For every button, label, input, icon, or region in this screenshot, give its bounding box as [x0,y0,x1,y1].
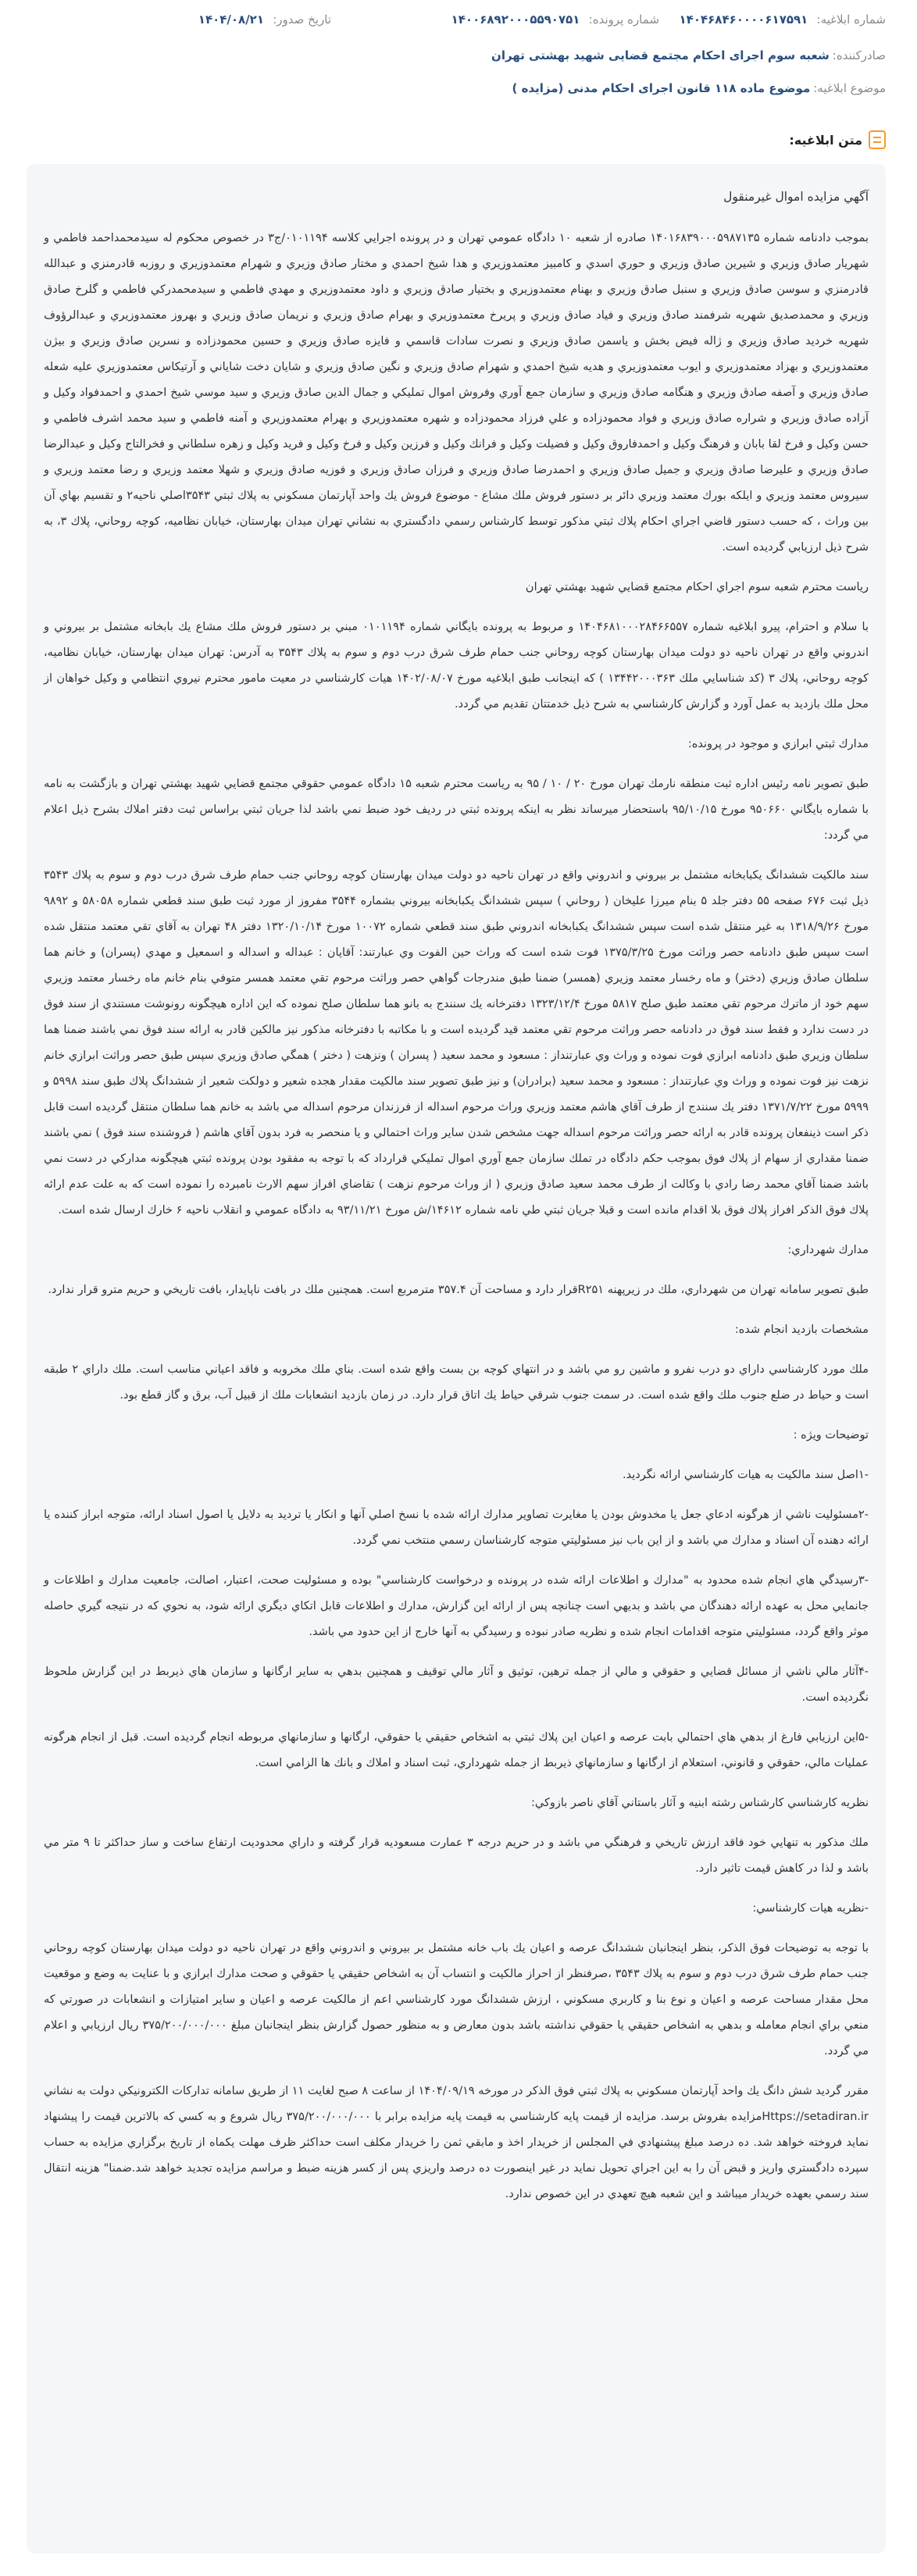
issue-date [97,12,331,27]
notice-meta-row [27,0,886,39]
paragraph-heritage-opinion: ملك مذكور به تنهايي خود فاقد ارزش تاريخي و فرهنگي مي باشد و در حريم درجه ۳ عمارت مسعوديه قرار گرفته و داراي محدوديت ارتفاع ساخت و ساز حداكثر تا ۹ متر مي باشد و لذا در كاهش قيمت تاثير دارد. [44,1837,869,1875]
paragraph-registry-letter: طبق تصوير نامه رئيس اداره ثبت منطقه نارمك تهران مورخ ۲۰ / ۱۰ / ۹۵ به رياست محترم شعبه ۱۵ دادگاه عمومي حقوقي مجتمع قضايي شهيد بهشتي تهران و بازگشت به نامه با شماره بايگاني ۹۵۰۶۶۰ مورخ ۹۵/۱۰/۱۵ باستحضار ميرساند نظر به اينكه پرونده ثبتي در رديف خود ضبط نمي باشد لذا جريان ثبتي براساس ثبت دفتر املاك بشرح ذيل اعلام مي گردد: [44,778,869,842]
notice-text-box [27,164,886,2553]
issuer-value: شعبه سوم اجرای احکام مجتمع قضایی شهید بهشتی تهران [491,48,830,62]
paragraph-greeting: با سلام و احترام، پيرو ابلاغيه شماره ۱۴۰۴۶۸۱۰۰۰۲۸۴۶۶۵۵۷ و مربوط به پرونده بايگاني شماره ۰۱۰۱۱۹۴ مبني بر دستور فروش ملك مشاع يك بابخانه مشتمل بر بيروني و اندروني واقع در تهران ناحيه دو دولت ميدان بهارستان كوچه روحاني جنب حمام طرف شرق درب دوم و سوم به پلاك ۳۵۴۳ به آدرس: تهران ميدان بهارستان، خيابان نظاميه، كوچه روحاني، پلاك ۳ (كد شناسايي ملك ۱۳۴۴۲۰۰۰۳۶۳ ) كه اينجانب طبق ابلاغيه مورخ ۱۴۰۲/۰۸/۰۷ هيات كارشناسي در معيت مامور محترم نيروي انتظامي و وكيل خواهان از محل ملك بازديد به عمل آورد و گزارش كارشناسي به شرح ذيل خدمتتان تقديم مي گردد. [44,621,869,711]
paragraph-addressee: رياست محترم شعبه سوم اجراي احكام مجتمع قضايي شهيد بهشتي تهران [525,581,869,593]
heading-heritage-expert: نظريه كارشناسي كارشناس رشته ابنيه و آثار باستاني آقاي ناصر بازوكي: [530,1797,869,1809]
paragraph-valuation: با توجه به توضيحات فوق الذكر، بنظر اينجانبان ششدانگ عرصه و اعيان يك باب خانه مشتمل بر بيروني و اندروني واقع در تهران ناحيه دو دولت ميدان بهارستان كوچه روحاني جنب حمام طرف شرق درب دوم و سوم به پلاك ۳۵۴۳ ،صرفنظر از احراز مالكيت و انتساب آن به اشخاص حقيقي يا حقوقي و صحت مدارك ابرازي و با عنايت به وضع و موقعيت محل مقدار مساحت عرصه و اعيان و نوع بنا و كاربري مسكوني ، ارزش ششدانگ مورد كارشناسي اعم از مالكيت عرصه و اعيان و ساير امتيازات و انشعابات در صورتي كه منعي براي انجام معامله و بدهي به اشخاص حقيقي يا حقوقي نداشته باشد بدون معارض و به منظور حصول گزارش بنظر اينجانبان مبلغ ۳۷۵/۲۰۰/۰۰۰/۰۰۰ ريال ارزيابي و اعلام مي گردد. [44,1942,869,2058]
subject-label: موضوع ابلاغیه: [813,81,886,95]
issuer-row [27,39,886,72]
document-icon [869,130,886,149]
paragraph-ownership-history: سند مالكيت ششدانگ يكبابخانه مشتمل بر بيروني و اندروني واقع در تهران ناحيه دو دولت ميدان بهارستان كوچه روحاني جنب حمام طرف شرق درب دوم و سوم به پلاك ۳۵۴۳ ذيل ثبت ۶۷۶ صفحه ۵۵ دفتر جلد ۵ بنام ميرزا عليخان ( روحاني ) سپس ششدانگ يكبابخانه بيروني بشماره ۳۵۴۴ مفروز از مورد ثبت طبق سند قطعي شماره ۵۸۰۵۸ و ۹۸۹۲ مورخ ۱۳۱۸/۹/۲۶ به غير منتقل شده است سپس ششدانگ يكبابخانه اندروني طبق سند قطعي شماره ۱۰۰۷۲ مورخ ۱۳۲۰/۱۰/۱۴ دفتر ۴۸ تهران به آقاي تقي معتمد منتقل شده است سپس طبق دادنامه حصر وراثت مورخ ۱۳۷۵/۳/۲۵ فوت شده است كه وراث حين الفوت وي عبارتند: آقايان : عبداله و اسداله و اسمعيل و مهدي (پسران) و خانم هما سلطان صادق وزيري (دختر) و ماه رخسار معتمد وزيري (همسر) ضمنا طبق مندرجات گواهي حصر وراثت مرحوم تقي معتمد همسر متوفي بنام خانم ماه رخسار معتمد وزيري سهم خود از ماترك مرحوم تقي معتمد طبق صلح ۵۸۱۷ مورخ ۱۳۲۳/۱۲/۴ دفترخانه يك سنندج به بانو هما سلطان صلح نموده كه اين اداره هيچگونه رونوشت مستندي از سند فوق در دست ندارد و فقط سند فوق در دادنامه حصر وراثت مرحوم تقي معتمد قيد گرديده است و با مكاتبه با دفترخانه مذكور نيز مالكين قادر به ارائه سند فوق نمي باشند ضمنا هما سلطان وزيري طبق دادنامه ابرازي فوت نموده و وراث وي عبارتنداز : مسعود و محمد سعيد ( پسران ) ونزهت ( دختر ) همگي صادق وزيري سپس طبق حصر وراثت ابرازي خانم نزهت نيز فوت نموده و وراث وي عبارتنداز : مسعود و محمد سعيد (برادران) و نيز طبق تصوير سند مالكيت مقدار هجده شعير و دولكت شعير از ششدانگ پلاك طبق سند ۵۹۹۸ و ۵۹۹۹ مورخ ۱۳۷۱/۷/۲۲ دفتر يك سنندج از طرف آقاي هاشم معتمد وزيري وراث مرحوم اسداله از فرزندان مرحوم اسداله مي باشد به خانم هما سلطان منتقل گرديده است قابل ذكر است ذينفعان پرونده قادر به ارائه حصر وراثت مرحوم اسداله جهت مشخص شدن ساير وراث احتمالي و يا منحصر به فرد بدون آقاي هاشم ( فروشنده سند فوق ) نمي باشند ضمنا مقداري از سهام از پلاك فوق بموجب حكم دادگاه در تملك سازمان جمع آوري اموال تمليكي قرارداد كه با توجه به مفقود بودن پرونده ثبتي هيچگونه مداركي در دست نمي باشد ضمنا آقاي محمد رضا رادي با وكالت از طرف محمد سعيد صادق وزيري ( از وراث مرحوم نزهت ) تقاضاي افراز سهم الارث نامبرده را نموده است كه به علت عدم ارائه پلاك فوق الذكر افراز پلاك فوق بلا اقدام مانده است و قبلا جريان ثبتي طي نامه شماره ۱۴۶۱۲/ش مورخ ۹۳/۱۱/۲۱ به دادگاه عمومي و انقلاب ناحيه ۶ خارك ارسال شده است. [44,869,869,1217]
issue-date-label: تاریخ صدور: [273,12,331,27]
auction-title: آگهي مزايده اموال غيرمنقول [723,190,869,204]
heading-registry-docs: مدارك ثبتي ابرازي و موجود در پرونده: [687,738,869,750]
notice-number-label: شماره ابلاغیه: [816,12,886,27]
paragraph-inspection: ملك مورد كارشناسي داراي دو درب نفرو و ماشين رو مي باشد و در انتهاي كوچه بن بست واقع شده است. بناي ملك مخروبه و فاقد اعياني مناسب است. ملك داراي ۲ طبقه است و حياط در ضلع جنوب ملك واقع شده است. در سمت جنوب شرقي حياط يك اتاق قرار دارد. در زمان بازديد انشعابات ملك از قبيل آب، برق و گاز قطع بود. [44,1363,869,1402]
notice-text-heading [27,126,886,153]
file-number-label: شماره پرونده: [588,12,659,27]
notice-number [659,12,886,27]
subject-row [27,72,886,105]
notice-text-title: متن ابلاغیه: [789,132,862,148]
file-number [331,12,659,27]
paragraph-auction-terms: مقرر گرديد شش دانگ يك واحد آپارتمان مسكوني به پلاك ثبتي فوق الذكر در مورخه ۱۴۰۴/۰۹/۱۹ از ساعت ۸ صبح لغايت ۱۱ از طريق سامانه تداركات الكترونيكي دولت به نشاني Https://setadiran.irمزايده بفروش برسد. مزايده از قيمت پايه كارشناسي به قيمت پايه مزايده برابر با ۳۷۵/۲۰۰/۰۰۰/۰۰۰ ريال شروع و به كسي كه بالاترين قيمت را پيشنهاد نمايد فروخته خواهد شد. ده درصد مبلغ پيشنهادي في المجلس از خريدار اخذ و مابقي ثمن را خريدار مكلف است حداكثر ظرف مهلت يكماه از تاريخ برگزاري مزايده به حساب سپرده دادگستري واريز و قبض آن را به اين اجراي تحويل نمايد در غير اينصورت ده درصد واريزي پس از كسر هزينه ضبط و مراسم مزايده تجديد خواهد شد.ضمنا" هزينه انتقال سند رسمي بعهده خريدار ميباشد و اين شعبه هيچ تعهدي در اين خصوص ندارد. [44,2085,869,2200]
paragraph-verdict: بموجب دادنامه شماره ۱۴۰۱۶۸۳۹۰۰۰۵۹۸۷۱۳۵ صادره از شعبه ۱۰ دادگاه عمومي تهران و در پرونده اجرايي كلاسه ۰۱۰۱۱۹۴/ج۳ در خصوص محكوم له سيدمحمداحمد فاطمي و شهريار صادق وزيري و شيرين صادق وزيري و حوري اسدي و كامبيز معتمدوزيري و هدا شيخ احمدي و مختار صادق وزيري و شهرام معتمدوزيري و روزبه قادرمنزي و عبدالله قادرمنزي و سوسن صادق وزيري و سنبل صادق وزيري و بهنام معتمدوزيري و بختيار صادق وزيري و داود معتمدوزيري و مهدي فاطمي و سيدمحمدركي فاطمي و گلرخ صادق وزيري و محمدصديق شهريه شرفمند صادق وزيري و فياد صادق وزيري و پريرخ معتمدوزيري و بهرام صادق وزيري و نريمان صادق وزيري و بهروز معتمدوزيري و عبدالرؤوف شهريه خرديد صادق وزيري و ژاله فيض بخش و ياسمن صادق وزيري و نصرت سادات قاسمي و فايزه صادق وزيري و حسين محمودزاده و نسرين صادق وزيري و بيژن معتمدوزيري و بهزاد معتمدوزيري و ايوب معتمدوزيري و هديه شيخ احمدي و شهرام صادق وزيري و نگين صادق وزيري و شايان دخت شاياني و آرتيكاس معتمدوزيري عليه شعله صادق وزيري و آصفه صادق وزيري و هنگامه صادق وزيري و سازمان جمع آوري وفروش اموال تمليكي و جمال الدين صادق وزيري و سيد موسي شيخ احمدي و احمدفواد وكيل و آزاده صادق وزيري و شراره صادق وزيري و فواد محمودزاده و علي فرزاد محمودزاده و شهره معتمدوزيري و بهرام معتمدوزيري و آمنه فاطمي و سيد محمد اشرف فاطمي و حسن وكيل و فرخ لقا بابان و فرهنگ وكيل و احمدفاروق وكيل و فضيلت وكيل و فرانك وكيل و فرزين وكيل و فرخ وكيل و فريد وكيل و زهره سلطاني و فخرالتاج وكيل و عبدالرضا صادق وزيري و عليرضا صادق وزيري و جميل صادق وزيري و احمدرضا صادق وزيري و فرزان صادق وزيري و فوزيه صادق وزيري و شهلا معتمد وزيري و رضا معتمد وزيري و سيروس معتمد وزيري و ايلكه بورك معتمد وزيري دائر بر دستور فروش ملك مشاع - موضوع فروش يك واحد آپارتمان مسكوني به پلاك ثبتي ۳۵۴۳اصلي ناحيه۲ و تقسيم بهاي آن بين وراث ، كه حسب دستور قاضي اجراي احكام پلاك ثبتي مذكور توسط كارشناس رسمي دادگستري به نشاني تهران ميدان بهارستان، خيابان نظاميه، كوچه روحاني، پلاك ۳، به شرح ذيل ارزيابي گرديده است. [44,232,869,554]
heading-special-notes: توضيحات ويژه : [793,1429,869,1441]
heading-expert-panel: -نظريه هيات كارشناسي: [752,1902,869,1915]
file-number-value: ۱۴۰۰۶۸۹۲۰۰۰۵۵۹۰۷۵۱ [451,12,580,27]
note-2: -۲مسئوليت ناشي از هرگونه ادعاي جعل يا مخدوش بودن يا مغايرت تصاوير مدارك ارائه شده با نسخ اصلي آنها و انكار يا ترديد به دلايل يا اصول اسناد ارائه، متوجه ابراز كننده يا ارائه دهنده آن اسناد و مدارك مي باشد و از اين باب نيز مسئوليتي متوجه كارشناسان رسمي منتخب نمي گردد. [44,1509,869,1547]
note-1: -۱اصل سند مالكيت به هيات كارشناسي ارائه نگرديد. [622,1469,869,1481]
subject-value: موضوع ماده ۱۱۸ قانون اجرای احکام مدنی (مزایده ) [512,81,811,95]
issue-date-value: ۱۴۰۴/۰۸/۲۱ [198,12,264,27]
notice-number-value: ۱۴۰۴۶۸۴۶۰۰۰۰۶۱۷۵۹۱ [679,12,808,27]
note-4: -۴آثار مالي ناشي از مسائل قضايي و حقوقي و مالي از جمله ترهين، توثيق و آثار مالي توقيف و همچنين بدهي به ساير ارگانها و سازمان هاي ذيربط در اين گزارش ملحوظ نگرديده است. [44,1666,869,1704]
heading-municipality-docs: مدارك شهرداري: [787,1244,869,1256]
issuer-label: صادرکننده: [832,48,886,62]
heading-inspection: مشخصات بازديد انجام شده: [734,1324,869,1336]
note-5: -۵اين ارزيابي فارغ از بدهي هاي احتمالي بابت عرصه و اعيان اين پلاك ثبتي به اشخاص حقيقي يا حقوقي، ارگانها و سازمانهاي مربوطه انجام گرديده است. قبل از انجام هرگونه عمليات مالي، حقوقي و قانوني، استعلام از ارگانها و سازمانهاي ذيربط از جمله شهرداري، ثبت اسناد و املاك و بانك ها الزامي است. [44,1731,869,1769]
note-3: -۳رسيدگي هاي انجام شده محدود به "مدارك و اطلاعات ارائه شده در پرونده و درخواست كارشناسي" بوده و مسئوليت صحت، اعتبار، اصالت، جامعيت مدارك و اطلاعات و جانمايي محل به عهده ارائه دهندگان مي باشد و بديهي است چنانچه پس از ارائه اين گزارش، مدارك و اطلاعات قابل اتكاي ديگري ارائه شود، به نحوي كه در نتيجه گيري حاصله موثر واقع گردد، مسئوليتي متوجه اقدامات انجام شده و نظريه صادر نبوده و رسيدگي به آنها خارج از اين حدود مي باشد. [44,1574,869,1638]
paragraph-municipality: طبق تصوير سامانه تهران من شهرداري، ملك در زيرپهنه R۲۵۱قرار دارد و مساحت آن ۳۵۷.۴ مترمربع است. همچنين ملك در بافت ناپايدار، بافت تاريخي و حريم مترو قرار ندارد. [48,1284,869,1296]
